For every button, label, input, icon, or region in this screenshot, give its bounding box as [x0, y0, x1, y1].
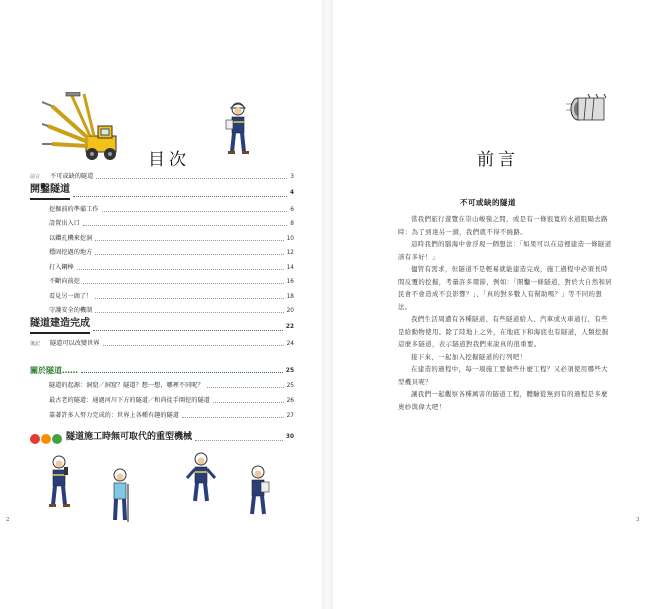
preface-body — [398, 213, 614, 413]
preface-heading: 前言 — [477, 150, 519, 170]
surveyor-worker-illustration — [108, 468, 134, 524]
toc-label: 打入鋼棒 — [49, 264, 74, 271]
tunnel-segment-icon — [566, 94, 612, 122]
worker-with-clipboard-illustration — [224, 102, 252, 156]
toc-label: 開鑿隧道 — [30, 183, 70, 200]
toc-leader — [95, 254, 283, 255]
toc-page-number: 8 — [290, 221, 294, 227]
toc-page-number: 27 — [286, 413, 294, 419]
toc-page-number: 10 — [286, 236, 294, 242]
toc-label: 守護安全的機制 — [49, 307, 93, 314]
toc-entry-afterword[interactable] — [30, 339, 294, 349]
toc-label: 靠著許多人努力完成的：世界上各種有趣的隧道 — [49, 412, 179, 419]
toc-page-number: 3 — [290, 174, 294, 180]
toc-page-number: 16 — [286, 279, 294, 285]
toc-label: 挖掘前的準備工作 — [49, 206, 99, 213]
toc-leader — [182, 417, 284, 418]
paragraph: 讓我們一起觀察各種厲害的隧道工程，體驗從無到有的過程是多麼奧妙與偉大吧！ — [398, 390, 608, 411]
toc-entry[interactable] — [49, 263, 294, 273]
toc-label: 看見另一頭了！ — [49, 293, 93, 300]
toc-entry[interactable] — [49, 381, 294, 391]
toc-leader — [96, 178, 287, 179]
toc-page-number: 20 — [286, 308, 294, 314]
toc-leader — [103, 345, 284, 346]
toc-label: 不斷向前挖 — [49, 278, 80, 285]
paragraph: 儘管有需求，但隧道不是輕易就能建造完成，施工過程中必須長時間反覆的挖掘，考量許多環節，例如：「開鑿一條隧道，對於大自然和居民會不會造成不良影響？」、「真的對多數人有幫助嗎？」等不同的想法。 — [398, 265, 613, 311]
toc-entry[interactable] — [49, 306, 294, 316]
toc-label: 不可或缺的隧道 — [50, 173, 94, 180]
toc-label: 隧道可以改變世界 — [50, 340, 100, 347]
drill-jumbo-illustration — [42, 92, 122, 164]
worker-with-checklist-illustration — [244, 465, 272, 517]
toc-page-number: 22 — [285, 324, 294, 330]
badge-red-icon — [30, 434, 40, 444]
toc-page-number: 6 — [290, 207, 294, 213]
paragraph: 這時我們的腦海中會浮現一個想法：「如果可以在這裡建造一條隧道該有多好！」 — [398, 240, 612, 261]
worker-signaling-illustration — [186, 452, 216, 504]
toc-page-number: 18 — [286, 294, 294, 300]
toc-page-number: 4 — [289, 190, 294, 196]
toc-leader — [77, 269, 284, 270]
toc-section-about-tunnels[interactable] — [30, 366, 294, 376]
badge-green-icon — [52, 434, 62, 444]
toc-leader — [83, 225, 287, 226]
toc-page-number: 14 — [286, 265, 294, 271]
toc-label: 隧道建造完成 — [30, 317, 90, 334]
toc-leader — [195, 440, 283, 441]
toc-label: 隧道施工時無可取代的重型機械 — [66, 432, 193, 442]
toc-entry[interactable] — [49, 219, 294, 229]
toc-leader — [83, 283, 284, 284]
toc-label: 關於隧道…… — [30, 366, 78, 375]
badge-orange-icon — [41, 434, 51, 444]
book-gutter — [322, 0, 333, 609]
toc-entry[interactable] — [49, 411, 294, 421]
toc-entry[interactable] — [49, 205, 294, 215]
toc-leader — [93, 330, 283, 331]
toc-entry-heavy-machinery[interactable] — [30, 430, 294, 444]
toc-leader — [213, 402, 284, 403]
toc-tag: 後記 — [30, 341, 41, 347]
toc-label: 穩固挖過的地方 — [49, 249, 93, 256]
toc-page-number: 25 — [286, 383, 294, 389]
toc-chapter-excavate[interactable] — [30, 186, 294, 200]
toc-leader — [102, 211, 288, 212]
toc-page-number: 30 — [285, 434, 294, 440]
article-title: 不可或缺的隧道 — [460, 198, 516, 207]
toc-label: 設置出入口 — [49, 220, 80, 227]
toc-entry-preface[interactable] — [30, 172, 294, 182]
toc-entry[interactable] — [49, 248, 294, 258]
toc-page-number: 25 — [285, 368, 294, 374]
toc-leader — [95, 240, 283, 241]
toc-entry[interactable] — [49, 396, 294, 406]
toc-page-number: 12 — [286, 250, 294, 256]
toc-chapter-complete[interactable] — [30, 320, 294, 334]
right-page-number: 3 — [636, 517, 640, 523]
toc-leader — [207, 387, 284, 388]
paragraph: 在建造的過程中，每一項施工要做些什麼工程？又必須使用哪些大型機具呢？ — [398, 365, 608, 386]
paragraph: 當我們旅行遊覽在崇山峻嶺之間，或是有一條很寬的水道阻隔去路時：為了到達另一頭，我們就不得不繞路。 — [398, 215, 608, 236]
toc-leader — [95, 298, 283, 299]
left-page-number: 2 — [6, 517, 10, 523]
toc-leader — [81, 372, 283, 373]
toc-entry[interactable] — [49, 292, 294, 302]
toc-heading: 目次 — [148, 150, 190, 170]
toc-page-number: 26 — [286, 398, 294, 404]
paragraph: 接下來，一起加入挖掘隧道的行列吧！ — [411, 352, 527, 361]
toc-label: 隧道的起源：洞窟／洞窟？隧道？想一想，哪裡不同呢？ — [49, 382, 204, 389]
toc-label: 以鑽孔機來挖洞 — [49, 235, 93, 242]
toc-entry[interactable] — [49, 277, 294, 287]
toc-entry[interactable] — [49, 234, 294, 244]
toc-leader — [95, 312, 283, 313]
toc-leader — [73, 196, 287, 197]
worker-with-radio-illustration — [46, 455, 72, 509]
toc-label: 最古老的隧道：通過河川下方的隧道／和尚徒手開挖的隧道 — [49, 397, 210, 404]
toc-tag: 前言 — [30, 174, 41, 180]
toc-page-number: 24 — [286, 341, 294, 347]
paragraph: 我們生活周遭有各種隧道，有些隧道給人、汽車或火車通行，有些是給動物使用。除了陸地上之外，在地底下和海底也有隧道，人類挖掘這麼多隧道，表示隧道對我們來說真的很重要。 — [398, 315, 609, 348]
